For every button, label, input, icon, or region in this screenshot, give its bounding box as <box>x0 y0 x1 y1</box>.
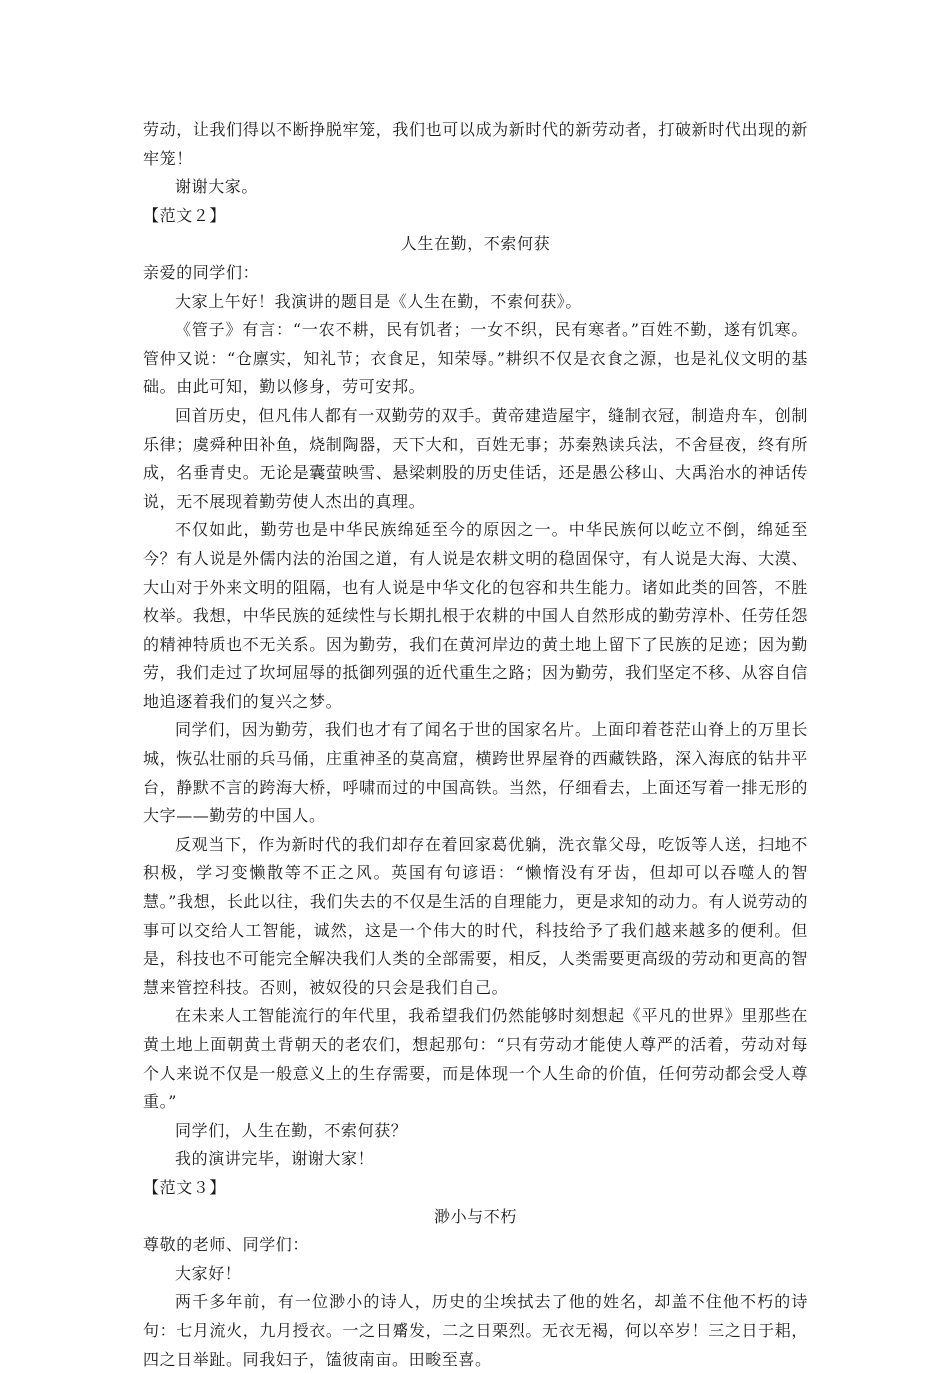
paragraph: 回首历史，但凡伟人都有一双勤劳的双手。黄帝建造屋宇，缝制衣冠，制造舟车，创制乐律；虞舜种田补鱼，烧制陶器，天下大和，百姓无事；苏秦熟读兵法，不舍昼夜，终有所成，名垂青史。无论是囊萤映雪、悬梁刺股的历史佳话，还是愚公移山、大禹治水的神话传说，无不展现着勤劳使人杰出的真理。 <box>143 405 808 511</box>
paragraph: 大家好！ <box>175 1263 242 1283</box>
paragraph-thanks: 谢谢大家。 <box>175 177 259 197</box>
paragraph-continuation: 劳动，让我们得以不断挣脱牢笼，我们也可以成为新时代的新劳动者，打破新时代出现的新牢笼！ <box>143 120 808 168</box>
paragraph: 反观当下，作为新时代的我们却存在着回家葛优躺，洗衣靠父母，吃饭等人送，扫地不积极，学习变懒散等不正之风。英国有句谚语：“懒惰没有牙齿，但却可以吞噬人的智慧。”我想，长此以往，我们失去的不仅是生活的自理能力，更是求知的动力。有人说劳动的事可以交给人工智能，诚然，这是一个伟大的时代，科技给予了我们越来越多的便利。但是，科技也不可能完全解决我们人类的全部需要，相反，人类需要更高级的劳动和更高的智慧来管控科技。否则，被奴役的只会是我们自己。 <box>143 834 808 997</box>
document-page <box>143 116 808 1374</box>
paragraph: 在未来人工智能流行的年代里，我希望我们仍然能够时刻想起《平凡的世界》里那些在黄土地上面朝黄土背朝天的老农们，想起那句：“只有劳动才能使人尊严的活着，劳动对每个人来说不仅是一般意义上的生存需要，而是体现一个人生命的价值，任何劳动都会受人尊重。” <box>143 1006 808 1112</box>
section-label-2: 【范文２】 <box>143 205 227 225</box>
essay-title-3: 渺小与不朽 <box>433 1206 517 1226</box>
salutation-2: 亲爱的同学们： <box>143 262 260 282</box>
paragraph: 两千多年前，有一位渺小的诗人，历史的尘埃拭去了他的姓名，却盖不住他不朽的诗句：七月流火，九月授衣。一之日觱发，二之日栗烈。无衣无褐，何以卒岁！三之日于耜，四之日举趾。同我妇子，馌彼南亩。田畯至喜。 <box>143 1292 808 1369</box>
paragraph: 不仅如此，勤劳也是中华民族绵延至今的原因之一。中华民族何以屹立不倒，绵延至今？有人说是外儒内法的治国之道，有人说是农耕文明的稳固保守，有人说是大海、大漠、大山对于外来文明的阻隔，也有人说是中华文化的包容和共生能力。诸如此类的回答，不胜枚举。我想，中华民族的延续性与长期扎根于农耕的中国人自然形成的勤劳淳朴、任劳任怨的精神特质也不无关系。因为勤劳，我们在黄河岸边的黄土地上留下了民族的足迹；因为勤劳，我们走过了坎坷屈辱的抵御列强的近代重生之路；因为勤劳，我们坚定不移、从容自信地追逐着我们的复兴之梦。 <box>143 520 808 711</box>
paragraph: 我的演讲完毕，谢谢大家！ <box>175 1149 375 1169</box>
essay-title-2: 人生在勤，不索何获 <box>400 234 551 254</box>
paragraph: 同学们，人生在勤，不索何获？ <box>175 1120 408 1140</box>
salutation-3: 尊敬的老师、同学们： <box>143 1235 310 1255</box>
paragraph: 大家上午好！我演讲的题目是《人生在勤，不索何获》。 <box>175 291 583 311</box>
paragraph: 同学们，因为勤劳，我们也才有了闻名于世的国家名片。上面印着苍茫山脊上的万里长城，恢弘壮丽的兵马俑，庄重神圣的莫高窟，横跨世界屋脊的西藏铁路，深入海底的钻井平台，静默不言的跨海大桥，呼啸而过的中国高铁。当然，仔细看去，上面还写着一排无形的大字——勤劳的中国人。 <box>143 720 808 826</box>
paragraph: 《管子》有言：“一农不耕，民有饥者；一女不织，民有寒者。”百姓不勤，遂有饥寒。管仲又说：“仓廪实，知礼节；衣食足，知荣辱。”耕织不仅是衣食之源，也是礼仪文明的基础。由此可知，勤以修身，劳可安邦。 <box>143 320 808 397</box>
section-label-3: 【范文３】 <box>143 1177 227 1197</box>
